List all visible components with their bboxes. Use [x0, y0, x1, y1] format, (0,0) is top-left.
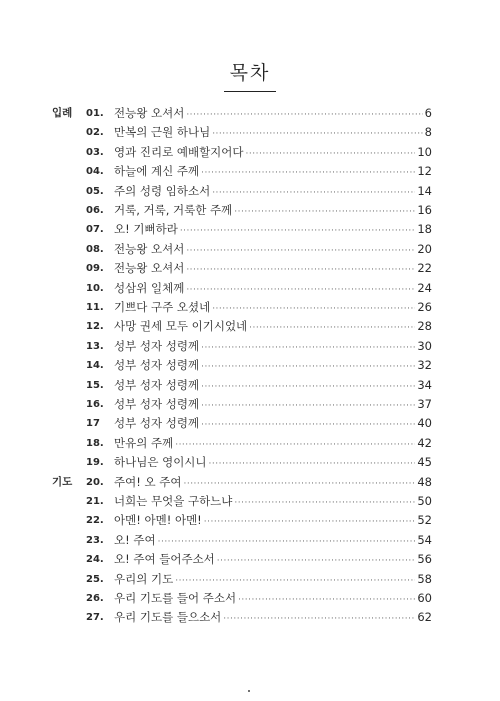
entry-number: 24. [86, 554, 104, 566]
entry-number: 06. [86, 205, 104, 216]
entry-title: 성부 성자 성령께 [114, 377, 200, 392]
entry-line [114, 298, 432, 319]
entry-number: 27. [86, 612, 104, 624]
page-number: 60 [417, 591, 432, 605]
entry-title: 성삼위 일체께 [114, 280, 185, 295]
entry-line [114, 511, 432, 532]
entry-line [114, 104, 432, 125]
entry-number: 03. [86, 146, 104, 158]
entry-line [114, 240, 432, 261]
entry-title: 영과 진리로 예배할지어다 [114, 144, 244, 159]
section-label: 기도 [52, 475, 73, 488]
entry-number: 04. [86, 166, 104, 178]
leader-dots [223, 610, 415, 629]
page-number: 14 [417, 183, 432, 198]
page-number: 18 [417, 222, 432, 237]
toc-row[interactable] [0, 589, 500, 608]
toc-row[interactable] [0, 356, 500, 375]
toc-row[interactable] [0, 531, 500, 550]
entry-title: 오! 주여 [114, 532, 156, 547]
entry-title: 만복의 근원 하나님 [114, 125, 211, 140]
entry-number: 11. [86, 302, 104, 313]
page-number: 20 [417, 241, 432, 256]
toc-row[interactable] [0, 473, 500, 492]
toc-row[interactable] [0, 220, 500, 239]
entry-number: 07. [86, 224, 104, 236]
entry-number: 19. [86, 457, 104, 469]
toc-row[interactable] [0, 414, 500, 433]
entry-line [114, 279, 432, 300]
page-number: 58 [417, 571, 432, 586]
entry-line [114, 395, 432, 416]
entry-number: 15. [86, 379, 104, 391]
entry-line [114, 220, 432, 241]
toc-row[interactable] [0, 182, 500, 201]
entry-line [114, 162, 432, 183]
entry-title: 거룩, 거룩, 거룩한 주께 [114, 203, 233, 217]
entry-number: 08. [86, 243, 104, 255]
entry-title: 하나님은 영이시니 [114, 455, 207, 470]
entry-number: 12. [86, 321, 104, 333]
entry-number: 01. [86, 108, 104, 119]
entry-title: 성부 성자 성령께 [114, 358, 200, 373]
page-number: 34 [417, 377, 432, 392]
toc-row[interactable] [0, 337, 500, 356]
page-number: 8 [424, 125, 432, 140]
toc-row[interactable] [0, 395, 500, 414]
entry-title: 우리의 기도 [114, 571, 174, 586]
page-number: 62 [417, 610, 432, 625]
entry-number: 17 [86, 418, 100, 430]
page-number: 56 [417, 552, 432, 567]
page-number: 50 [417, 494, 432, 508]
toc-row[interactable] [0, 550, 500, 569]
toc-row[interactable] [0, 259, 500, 278]
toc-row[interactable] [0, 492, 500, 511]
entry-line [114, 317, 432, 338]
section-label: 입례 [52, 107, 73, 119]
page-number: 54 [417, 532, 432, 547]
page-number: 32 [417, 358, 432, 373]
entry-number: 25. [86, 573, 104, 585]
entry-number: 02. [86, 127, 104, 139]
entry-title: 오! 주여 들어주소서 [114, 552, 215, 567]
entry-line [114, 550, 432, 571]
entry-line [114, 492, 432, 513]
page-number: 40 [417, 416, 432, 431]
entry-title: 주여! 오 주여 [114, 474, 182, 489]
page-number: 26 [417, 300, 432, 314]
toc-row[interactable] [0, 376, 500, 395]
toc-row[interactable] [0, 201, 500, 220]
entry-title: 너희는 무엇을 구하느냐 [114, 494, 233, 508]
entry-line [114, 473, 432, 494]
entry-title: 기쁘다 구주 오셨네 [114, 300, 211, 314]
toc-row[interactable] [0, 511, 500, 530]
entry-line [114, 259, 432, 280]
toc-row[interactable] [0, 279, 500, 298]
entry-line [114, 201, 432, 222]
entry-number: 13. [86, 340, 104, 352]
entry-line [114, 434, 432, 455]
entry-title: 우리 기도를 들으소서 [114, 610, 222, 625]
entry-line [114, 589, 432, 610]
page-title-wrapper [0, 58, 500, 92]
entry-line [114, 570, 432, 591]
page-number: 52 [417, 513, 432, 528]
toc-row[interactable] [0, 143, 500, 162]
entry-title: 전능왕 오셔서 [114, 261, 185, 276]
entry-title: 성부 성자 성령께 [114, 397, 200, 411]
entry-number: 23. [86, 534, 104, 546]
page-number: 12 [417, 164, 432, 179]
entry-number: 10. [86, 282, 104, 294]
toc-row[interactable] [0, 240, 500, 259]
toc-row[interactable] [0, 298, 500, 317]
entry-number: 05. [86, 185, 104, 197]
entry-number: 22. [86, 515, 104, 527]
page-number: 42 [417, 435, 432, 450]
page-number: 48 [417, 474, 432, 489]
entry-line [114, 356, 432, 377]
entry-number: 18. [86, 437, 104, 449]
entry-title: 성부 성자 성령께 [114, 338, 200, 353]
entry-title: 전능왕 오셔서 [114, 241, 185, 256]
toc-row[interactable] [0, 453, 500, 472]
entry-number: 14. [86, 360, 104, 372]
page-number: 28 [417, 319, 432, 334]
toc-row[interactable] [0, 104, 500, 123]
entry-title: 우리 기도를 들어 주소서 [114, 591, 237, 605]
toc-row[interactable] [0, 434, 500, 453]
entry-title: 성부 성자 성령께 [114, 416, 200, 431]
toc-row[interactable] [0, 570, 500, 589]
entry-title: 주의 성령 임하소서 [114, 183, 211, 198]
entry-line [114, 337, 432, 358]
toc-row[interactable] [0, 123, 500, 142]
entry-number: 16. [86, 399, 104, 410]
entry-line [114, 123, 432, 144]
footer-dot [248, 690, 250, 692]
entry-title: 아멘! 아멘! 아멘! [114, 513, 202, 528]
page-number: 24 [417, 280, 432, 295]
page-number: 37 [417, 397, 432, 411]
toc-row[interactable] [0, 162, 500, 181]
entry-line [114, 608, 432, 629]
entry-line [114, 453, 432, 474]
entry-number: 09. [86, 263, 104, 275]
entry-line [114, 143, 432, 164]
entry-title: 오! 기뻐하라 [114, 222, 178, 237]
page-number: 10 [417, 144, 432, 159]
entry-number: 21. [86, 496, 104, 507]
entry-title: 하늘에 계신 주께 [114, 164, 200, 179]
entry-title: 사망 권세 모두 이기시었네 [114, 319, 248, 334]
page-number: 22 [417, 261, 432, 276]
entry-line [114, 182, 432, 203]
page-title: 목차 [224, 58, 277, 92]
entry-title: 만유의 주께 [114, 435, 174, 450]
toc-row[interactable] [0, 317, 500, 336]
entry-line [114, 376, 432, 397]
entry-title: 전능왕 오셔서 [114, 106, 185, 120]
entry-number: 26. [86, 593, 104, 604]
page-number: 30 [417, 338, 432, 353]
page-number: 16 [417, 203, 432, 217]
entry-line [114, 531, 432, 552]
page-number: 6 [424, 106, 432, 120]
entry-line [114, 414, 432, 435]
toc-row[interactable] [0, 608, 500, 627]
entry-number: 20. [86, 476, 104, 488]
page-number: 45 [417, 455, 432, 470]
